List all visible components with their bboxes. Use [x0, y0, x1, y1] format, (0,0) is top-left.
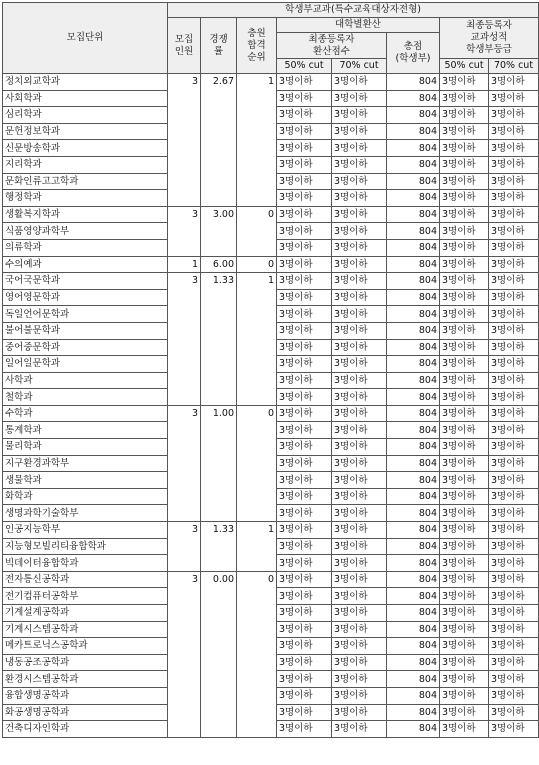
grade-70-cell: 3명이하 — [489, 538, 539, 555]
conv-50-cell: 3명이하 — [277, 505, 332, 522]
unit-name-cell: 메카트로닉스공학과 — [3, 638, 168, 655]
grade-70-cell: 3명이하 — [489, 389, 539, 406]
unit-name-cell: 사학과 — [3, 372, 168, 389]
conv-50-cell: 3명이하 — [277, 555, 332, 572]
ratio-cell: 0.00 — [201, 571, 237, 737]
ratio-cell: 3.00 — [201, 206, 237, 256]
grade-50-cell: 3명이하 — [440, 455, 489, 472]
unit-name-cell: 심리학과 — [3, 107, 168, 124]
col-header-conv-final — [277, 33, 387, 59]
grade-50-cell: 3명이하 — [440, 90, 489, 107]
unit-name-cell: 행정학과 — [3, 190, 168, 207]
total-score-cell: 804 — [387, 505, 440, 522]
conv-70-cell: 3명이하 — [332, 538, 387, 555]
grade-50-cell: 3명이하 — [440, 571, 489, 588]
conv-50-cell: 3명이하 — [277, 140, 332, 157]
fill-rank-cell: 0 — [237, 256, 277, 273]
total-score-cell: 804 — [387, 322, 440, 339]
unit-name-cell: 수학과 — [3, 405, 168, 422]
col-header-track: 학생부교과(특수교육대상자전형) — [168, 3, 539, 18]
total-score-cell: 804 — [387, 107, 440, 124]
grade-50-cell: 3명이하 — [440, 405, 489, 422]
col-header-conv-50: 50% cut — [277, 59, 332, 74]
unit-name-cell: 통계학과 — [3, 422, 168, 439]
table-row — [3, 273, 539, 290]
conv-70-cell: 3명이하 — [332, 273, 387, 290]
grade-50-cell: 3명이하 — [440, 306, 489, 323]
conv-50-cell: 3명이하 — [277, 372, 332, 389]
total-score-cell: 804 — [387, 654, 440, 671]
grade-50-cell: 3명이하 — [440, 704, 489, 721]
grade-70-cell: 3명이하 — [489, 74, 539, 91]
unit-name-cell: 의류학과 — [3, 239, 168, 256]
unit-name-cell: 지능형모빌리티융합학과 — [3, 538, 168, 555]
unit-name-cell: 영어영문학과 — [3, 289, 168, 306]
conv-70-cell: 3명이하 — [332, 123, 387, 140]
unit-name-cell: 화공생명공학과 — [3, 704, 168, 721]
grade-50-cell: 3명이하 — [440, 173, 489, 190]
grade-70-cell: 3명이하 — [489, 455, 539, 472]
grade-50-cell: 3명이하 — [440, 621, 489, 638]
conv-50-cell: 3명이하 — [277, 356, 332, 373]
conv-50-cell: 3명이하 — [277, 439, 332, 456]
unit-name-cell: 냉동공조공학과 — [3, 654, 168, 671]
grade-70-cell: 3명이하 — [489, 239, 539, 256]
conv-50-cell: 3명이하 — [277, 289, 332, 306]
total-score-cell: 804 — [387, 289, 440, 306]
grade-50-cell: 3명이하 — [440, 687, 489, 704]
grade-70-cell: 3명이하 — [489, 638, 539, 655]
grade-70-cell: 3명이하 — [489, 306, 539, 323]
conv-50-cell: 3명이하 — [277, 173, 332, 190]
grade-70-cell: 3명이하 — [489, 505, 539, 522]
total-score-cell: 804 — [387, 439, 440, 456]
col-header-grade-70: 70% cut — [489, 59, 539, 74]
grade-50-cell: 3명이하 — [440, 289, 489, 306]
unit-name-cell: 문헌정보학과 — [3, 123, 168, 140]
grade-50-cell: 3명이하 — [440, 555, 489, 572]
conv-50-cell: 3명이하 — [277, 488, 332, 505]
total-score-cell: 804 — [387, 123, 440, 140]
unit-name-cell: 지리학과 — [3, 156, 168, 173]
grade-70-cell: 3명이하 — [489, 206, 539, 223]
total-score-cell: 804 — [387, 156, 440, 173]
grade-50-cell: 3명이하 — [440, 273, 489, 290]
conv-70-cell: 3명이하 — [332, 488, 387, 505]
total-score-cell: 804 — [387, 306, 440, 323]
col-header-total — [387, 33, 440, 74]
conv-70-cell: 3명이하 — [332, 239, 387, 256]
grade-70-cell: 3명이하 — [489, 555, 539, 572]
grade-70-cell: 3명이하 — [489, 190, 539, 207]
fill-rank-cell: 1 — [237, 74, 277, 207]
ratio-cell: 2.67 — [201, 74, 237, 207]
grade-70-cell: 3명이하 — [489, 223, 539, 240]
grade-50-cell: 3명이하 — [440, 140, 489, 157]
fill-rank-cell: 1 — [237, 522, 277, 572]
fill-header-text: 충원 합격 순위 — [247, 27, 266, 63]
conv-50-cell: 3명이하 — [277, 422, 332, 439]
grade-70-cell: 3명이하 — [489, 422, 539, 439]
unit-name-cell: 인공지능학부 — [3, 522, 168, 539]
conv-70-cell: 3명이하 — [332, 455, 387, 472]
grade-50-cell: 3명이하 — [440, 671, 489, 688]
grade-50-cell: 3명이하 — [440, 74, 489, 91]
grade-70-cell: 3명이하 — [489, 156, 539, 173]
conv-50-cell: 3명이하 — [277, 239, 332, 256]
grade-50-cell: 3명이하 — [440, 654, 489, 671]
total-score-cell: 804 — [387, 239, 440, 256]
conv-50-cell: 3명이하 — [277, 107, 332, 124]
conv-50-cell: 3명이하 — [277, 522, 332, 539]
ratio-header-text: 경쟁 률 — [209, 33, 228, 57]
quota-cell: 3 — [168, 522, 201, 572]
grade-50-cell: 3명이하 — [440, 107, 489, 124]
unit-name-cell: 융합생명공학과 — [3, 687, 168, 704]
conv-70-cell: 3명이하 — [332, 654, 387, 671]
grade-70-cell: 3명이하 — [489, 522, 539, 539]
total-score-cell: 804 — [387, 538, 440, 555]
grade-70-cell: 3명이하 — [489, 322, 539, 339]
quota-cell: 1 — [168, 256, 201, 273]
conv-70-cell: 3명이하 — [332, 439, 387, 456]
conv-70-cell: 3명이하 — [332, 107, 387, 124]
grade-50-cell: 3명이하 — [440, 206, 489, 223]
quota-cell: 3 — [168, 206, 201, 256]
conv-50-cell: 3명이하 — [277, 538, 332, 555]
quota-header-text: 모집 인원 — [174, 33, 194, 57]
conv-70-cell: 3명이하 — [332, 356, 387, 373]
grade-50-cell: 3명이하 — [440, 422, 489, 439]
conv-70-cell: 3명이하 — [332, 605, 387, 622]
table-row — [3, 206, 539, 223]
grade-70-cell: 3명이하 — [489, 107, 539, 124]
unit-name-cell: 화학과 — [3, 488, 168, 505]
grade-70-cell: 3명이하 — [489, 372, 539, 389]
unit-name-cell: 지구환경과학부 — [3, 455, 168, 472]
conv-final-header-text: 최종등록자 환산점수 — [308, 33, 355, 57]
grade-70-cell: 3명이하 — [489, 405, 539, 422]
total-score-cell: 804 — [387, 140, 440, 157]
total-score-cell: 804 — [387, 389, 440, 406]
col-header-grade — [440, 18, 539, 59]
grade-50-cell: 3명이하 — [440, 538, 489, 555]
grade-70-cell: 3명이하 — [489, 289, 539, 306]
total-score-cell: 804 — [387, 472, 440, 489]
total-score-cell: 804 — [387, 173, 440, 190]
conv-50-cell: 3명이하 — [277, 571, 332, 588]
conv-70-cell: 3명이하 — [332, 671, 387, 688]
conv-50-cell: 3명이하 — [277, 273, 332, 290]
unit-name-cell: 일어일문학과 — [3, 356, 168, 373]
total-score-cell: 804 — [387, 671, 440, 688]
total-score-cell: 804 — [387, 372, 440, 389]
grade-50-cell: 3명이하 — [440, 588, 489, 605]
grade-50-cell: 3명이하 — [440, 239, 489, 256]
conv-50-cell: 3명이하 — [277, 339, 332, 356]
conv-70-cell: 3명이하 — [332, 555, 387, 572]
conv-50-cell: 3명이하 — [277, 306, 332, 323]
conv-50-cell: 3명이하 — [277, 721, 332, 738]
fill-rank-cell: 0 — [237, 206, 277, 256]
unit-name-cell: 물리학과 — [3, 439, 168, 456]
total-score-cell: 804 — [387, 74, 440, 91]
total-score-cell: 804 — [387, 522, 440, 539]
unit-name-cell: 기계설계공학과 — [3, 605, 168, 622]
total-score-cell: 804 — [387, 588, 440, 605]
unit-name-cell: 건축디자인학과 — [3, 721, 168, 738]
total-score-cell: 804 — [387, 223, 440, 240]
grade-50-cell: 3명이하 — [440, 339, 489, 356]
conv-50-cell: 3명이하 — [277, 123, 332, 140]
unit-name-cell: 국어국문학과 — [3, 273, 168, 290]
col-header-conv-70: 70% cut — [332, 59, 387, 74]
conv-50-cell: 3명이하 — [277, 704, 332, 721]
grade-50-cell: 3명이하 — [440, 256, 489, 273]
unit-name-cell: 식품영양과학부 — [3, 223, 168, 240]
conv-50-cell: 3명이하 — [277, 621, 332, 638]
grade-50-cell: 3명이하 — [440, 721, 489, 738]
table-row — [3, 256, 539, 273]
total-score-cell: 804 — [387, 571, 440, 588]
table-body — [3, 74, 539, 738]
total-score-cell: 804 — [387, 356, 440, 373]
unit-name-cell: 생활복지학과 — [3, 206, 168, 223]
unit-name-cell: 철학과 — [3, 389, 168, 406]
unit-name-cell: 정치외교학과 — [3, 74, 168, 91]
grade-50-cell: 3명이하 — [440, 638, 489, 655]
unit-name-cell: 빅데이터융합학과 — [3, 555, 168, 572]
table-row — [3, 522, 539, 539]
grade-70-cell: 3명이하 — [489, 90, 539, 107]
conv-70-cell: 3명이하 — [332, 571, 387, 588]
grade-50-cell: 3명이하 — [440, 439, 489, 456]
fill-rank-cell: 1 — [237, 273, 277, 406]
unit-name-cell: 중어중문학과 — [3, 339, 168, 356]
total-score-cell: 804 — [387, 721, 440, 738]
conv-50-cell: 3명이하 — [277, 74, 332, 91]
fill-rank-cell: 0 — [237, 571, 277, 737]
grade-70-cell: 3명이하 — [489, 654, 539, 671]
ratio-cell: 1.33 — [201, 522, 237, 572]
grade-70-cell: 3명이하 — [489, 687, 539, 704]
conv-70-cell: 3명이하 — [332, 505, 387, 522]
conv-70-cell: 3명이하 — [332, 322, 387, 339]
table-row — [3, 74, 539, 91]
grade-70-cell: 3명이하 — [489, 605, 539, 622]
unit-name-cell: 수의예과 — [3, 256, 168, 273]
col-header-ratio — [201, 18, 237, 74]
grade-70-cell: 3명이하 — [489, 256, 539, 273]
conv-70-cell: 3명이하 — [332, 588, 387, 605]
conv-70-cell: 3명이하 — [332, 223, 387, 240]
grade-70-cell: 3명이하 — [489, 123, 539, 140]
grade-70-cell: 3명이하 — [489, 571, 539, 588]
grade-50-cell: 3명이하 — [440, 605, 489, 622]
unit-name-cell: 불어불문학과 — [3, 322, 168, 339]
grade-70-cell: 3명이하 — [489, 704, 539, 721]
conv-50-cell: 3명이하 — [277, 322, 332, 339]
unit-name-cell: 문화인류고고학과 — [3, 173, 168, 190]
conv-70-cell: 3명이하 — [332, 405, 387, 422]
col-header-conversion: 대학별환산 — [277, 18, 440, 33]
conv-50-cell: 3명이하 — [277, 206, 332, 223]
conv-70-cell: 3명이하 — [332, 140, 387, 157]
grade-70-cell: 3명이하 — [489, 173, 539, 190]
grade-50-cell: 3명이하 — [440, 356, 489, 373]
unit-name-cell: 생물학과 — [3, 472, 168, 489]
conv-70-cell: 3명이하 — [332, 306, 387, 323]
conv-50-cell: 3명이하 — [277, 405, 332, 422]
conv-70-cell: 3명이하 — [332, 289, 387, 306]
table-row — [3, 405, 539, 422]
total-score-cell: 804 — [387, 422, 440, 439]
grade-70-cell: 3명이하 — [489, 273, 539, 290]
conv-70-cell: 3명이하 — [332, 621, 387, 638]
total-score-cell: 804 — [387, 405, 440, 422]
total-score-cell: 804 — [387, 704, 440, 721]
grade-50-cell: 3명이하 — [440, 389, 489, 406]
col-header-quota — [168, 18, 201, 74]
conv-50-cell: 3명이하 — [277, 256, 332, 273]
col-header-unit: 모집단위 — [3, 3, 168, 74]
conv-70-cell: 3명이하 — [332, 472, 387, 489]
conv-70-cell: 3명이하 — [332, 522, 387, 539]
total-score-cell: 804 — [387, 488, 440, 505]
total-header-text: 총점 (학생부) — [395, 41, 431, 64]
grade-50-cell: 3명이하 — [440, 522, 489, 539]
ratio-cell: 1.00 — [201, 405, 237, 521]
quota-cell: 3 — [168, 405, 201, 521]
quota-cell: 3 — [168, 74, 201, 207]
grade-70-cell: 3명이하 — [489, 721, 539, 738]
total-score-cell: 804 — [387, 206, 440, 223]
conv-50-cell: 3명이하 — [277, 190, 332, 207]
total-score-cell: 804 — [387, 621, 440, 638]
admissions-table-wrapper — [2, 2, 538, 738]
grade-50-cell: 3명이하 — [440, 123, 489, 140]
fill-rank-cell: 0 — [237, 405, 277, 521]
conv-70-cell: 3명이하 — [332, 206, 387, 223]
conv-50-cell: 3명이하 — [277, 455, 332, 472]
total-score-cell: 804 — [387, 555, 440, 572]
conv-50-cell: 3명이하 — [277, 90, 332, 107]
table-row — [3, 571, 539, 588]
grade-50-cell: 3명이하 — [440, 488, 489, 505]
conv-70-cell: 3명이하 — [332, 721, 387, 738]
ratio-cell: 6.00 — [201, 256, 237, 273]
grade-header-text: 최종등록자 교과성적 학생부등급 — [466, 20, 512, 55]
conv-70-cell: 3명이하 — [332, 190, 387, 207]
ratio-cell: 1.33 — [201, 273, 237, 406]
conv-70-cell: 3명이하 — [332, 173, 387, 190]
conv-70-cell: 3명이하 — [332, 638, 387, 655]
grade-70-cell: 3명이하 — [489, 339, 539, 356]
unit-name-cell: 전자통신공학과 — [3, 571, 168, 588]
grade-50-cell: 3명이하 — [440, 156, 489, 173]
conv-50-cell: 3명이하 — [277, 389, 332, 406]
grade-70-cell: 3명이하 — [489, 439, 539, 456]
conv-50-cell: 3명이하 — [277, 472, 332, 489]
quota-cell: 3 — [168, 571, 201, 737]
grade-50-cell: 3명이하 — [440, 505, 489, 522]
quota-cell: 3 — [168, 273, 201, 406]
unit-name-cell: 독일언어문학과 — [3, 306, 168, 323]
grade-50-cell: 3명이하 — [440, 190, 489, 207]
total-score-cell: 804 — [387, 256, 440, 273]
conv-50-cell: 3명이하 — [277, 223, 332, 240]
conv-50-cell: 3명이하 — [277, 156, 332, 173]
total-score-cell: 804 — [387, 638, 440, 655]
total-score-cell: 804 — [387, 687, 440, 704]
grade-70-cell: 3명이하 — [489, 621, 539, 638]
conv-50-cell: 3명이하 — [277, 671, 332, 688]
grade-50-cell: 3명이하 — [440, 223, 489, 240]
grade-70-cell: 3명이하 — [489, 140, 539, 157]
grade-70-cell: 3명이하 — [489, 588, 539, 605]
grade-70-cell: 3명이하 — [489, 356, 539, 373]
unit-name-cell: 사회학과 — [3, 90, 168, 107]
unit-name-cell: 전기컴퓨터공학부 — [3, 588, 168, 605]
conv-50-cell: 3명이하 — [277, 605, 332, 622]
conv-70-cell: 3명이하 — [332, 389, 387, 406]
conv-70-cell: 3명이하 — [332, 256, 387, 273]
total-score-cell: 804 — [387, 455, 440, 472]
conv-70-cell: 3명이하 — [332, 372, 387, 389]
conv-50-cell: 3명이하 — [277, 654, 332, 671]
conv-50-cell: 3명이하 — [277, 638, 332, 655]
conv-50-cell: 3명이하 — [277, 588, 332, 605]
conv-70-cell: 3명이하 — [332, 422, 387, 439]
total-score-cell: 804 — [387, 605, 440, 622]
conv-70-cell: 3명이하 — [332, 74, 387, 91]
col-header-grade-50: 50% cut — [440, 59, 489, 74]
grade-50-cell: 3명이하 — [440, 322, 489, 339]
conv-70-cell: 3명이하 — [332, 90, 387, 107]
grade-50-cell: 3명이하 — [440, 372, 489, 389]
total-score-cell: 804 — [387, 339, 440, 356]
conv-70-cell: 3명이하 — [332, 339, 387, 356]
conv-70-cell: 3명이하 — [332, 687, 387, 704]
admissions-table — [2, 2, 539, 738]
conv-50-cell: 3명이하 — [277, 687, 332, 704]
unit-name-cell: 환경시스템공학과 — [3, 671, 168, 688]
conv-70-cell: 3명이하 — [332, 156, 387, 173]
grade-50-cell: 3명이하 — [440, 472, 489, 489]
grade-70-cell: 3명이하 — [489, 472, 539, 489]
unit-name-cell: 생명과학기술학부 — [3, 505, 168, 522]
total-score-cell: 804 — [387, 190, 440, 207]
unit-name-cell: 기계시스템공학과 — [3, 621, 168, 638]
grade-70-cell: 3명이하 — [489, 671, 539, 688]
total-score-cell: 804 — [387, 90, 440, 107]
grade-70-cell: 3명이하 — [489, 488, 539, 505]
unit-name-cell: 신문방송학과 — [3, 140, 168, 157]
col-header-fill — [237, 18, 277, 74]
total-score-cell: 804 — [387, 273, 440, 290]
conv-70-cell: 3명이하 — [332, 704, 387, 721]
